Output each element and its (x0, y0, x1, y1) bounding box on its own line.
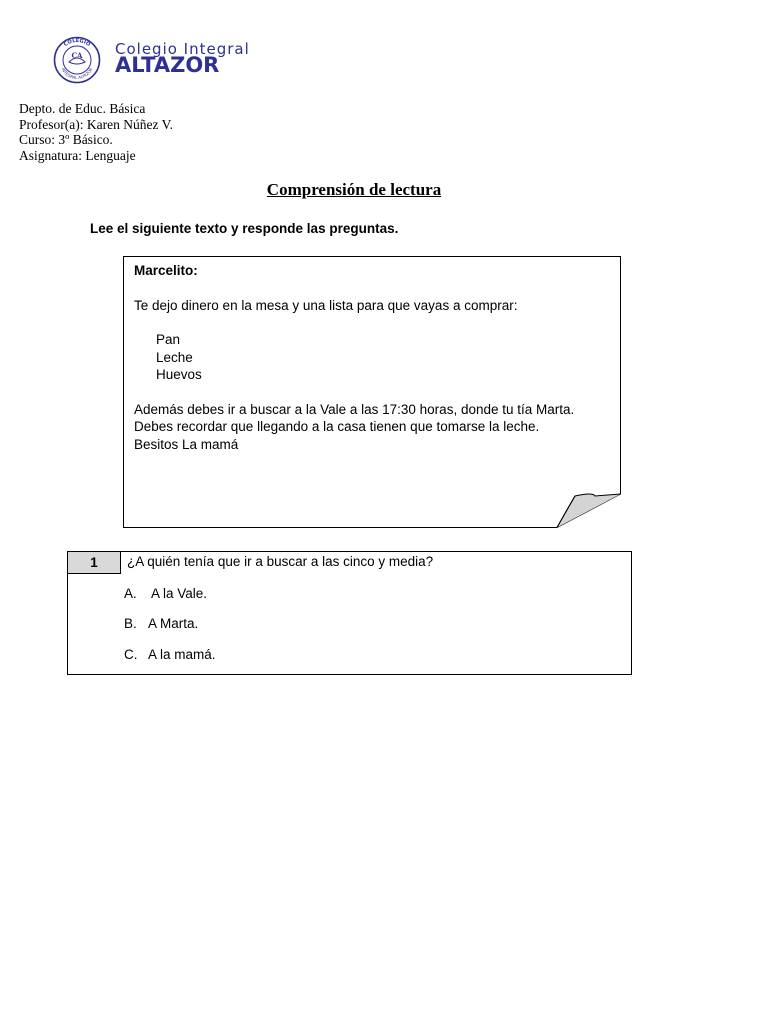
seal-text-bottom: INTEGRAL ALTAZOR (60, 66, 94, 81)
option-text: A Marta. (148, 616, 199, 631)
brand-subtitle: Colegio Integral (115, 40, 250, 58)
document-info (19, 101, 173, 163)
document-title: Comprensión de lectura (266, 180, 442, 199)
school-logo (53, 36, 253, 86)
info-teacher: Profesor(a): Karen Núñez V. (19, 116, 173, 132)
option-text: A la mamá. (148, 647, 216, 662)
seal-initials: CA (71, 51, 83, 60)
shopping-list-item: Leche (156, 349, 193, 365)
school-seal-icon (53, 36, 101, 84)
option-letter: C. (124, 647, 138, 662)
option-letter: A. (124, 586, 137, 601)
note-body: Además debes ir a buscar a la Vale a las 17:30 horas, donde tu tía Marta. Debes recordar que llegando a la casa tienen que tomarse la leche. (134, 401, 575, 434)
option-text: A la Vale. (148, 586, 208, 601)
note-intro: Te dejo dinero en la mesa y una lista para que vayas a comprar: (134, 297, 518, 313)
svg-text:INTEGRAL ALTAZOR (60, 67, 93, 80)
info-dept: Depto. de Educ. Básica (19, 101, 146, 116)
question-1 (67, 551, 632, 675)
info-course: Curso: 3º Básico. (19, 132, 113, 147)
option-letter: B. (124, 616, 137, 631)
option-b[interactable] (124, 615, 198, 632)
option-c[interactable] (124, 646, 216, 663)
question-number: 1 (68, 552, 121, 574)
brand-name: ALTAZOR (115, 53, 220, 77)
note-signature: Besitos La mamá (134, 436, 239, 452)
instruction-text: Lee el siguiente texto y responde las preguntas. (90, 221, 399, 236)
question-text: ¿A quién tenía que ir a buscar a las cinco y media? (127, 554, 434, 569)
shopping-list-item: Pan (156, 332, 181, 347)
shopping-list (156, 331, 614, 384)
seal-text-top: COLEGIO (62, 37, 92, 48)
shopping-list-item: Huevos (156, 367, 202, 382)
info-subject: Asignatura: Lenguaje (19, 147, 136, 163)
reading-note (123, 256, 621, 528)
note-greeting: Marcelito: (134, 263, 198, 278)
option-a[interactable] (124, 585, 207, 602)
